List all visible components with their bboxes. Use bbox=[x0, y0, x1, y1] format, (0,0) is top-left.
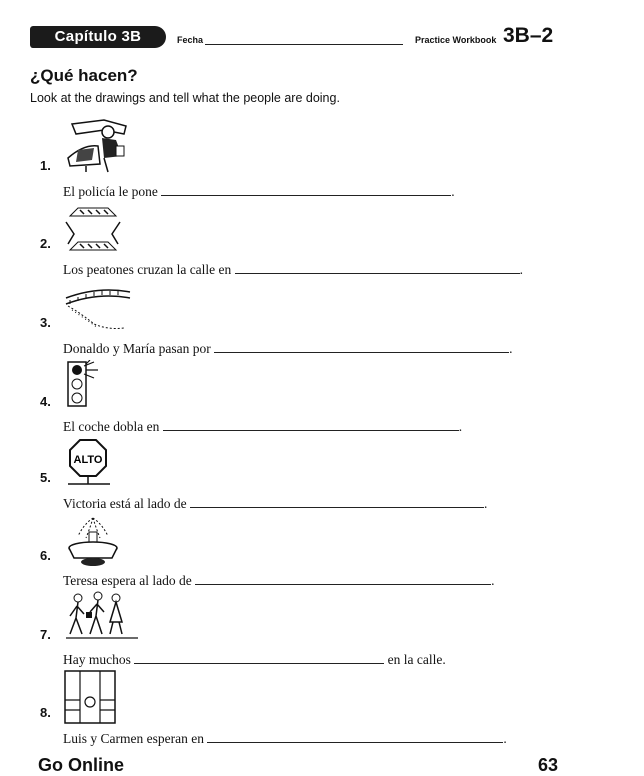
question-5-end: . bbox=[484, 496, 488, 511]
question-8 bbox=[63, 730, 507, 747]
question-7 bbox=[63, 651, 446, 668]
section-title: ¿Qué hacen? bbox=[30, 66, 138, 85]
answer-blank-2[interactable] bbox=[235, 261, 520, 274]
item-number-1: 1. bbox=[40, 158, 51, 173]
go-online-logo: Go Online bbox=[38, 755, 125, 775]
question-1 bbox=[63, 183, 455, 200]
bridge-icon bbox=[64, 284, 132, 332]
answer-blank-4[interactable] bbox=[163, 418, 459, 431]
question-1-end: . bbox=[451, 184, 455, 199]
item-number-6: 6. bbox=[40, 548, 51, 563]
item-number-5: 5. bbox=[40, 470, 51, 485]
item-number-3: 3. bbox=[40, 315, 51, 330]
page-number: 63 bbox=[538, 755, 559, 775]
question-4-end: . bbox=[458, 419, 463, 434]
workbook-label: Practice Workbook bbox=[415, 35, 497, 45]
item-number-7: 7. bbox=[40, 627, 51, 642]
answer-blank-6[interactable] bbox=[195, 572, 491, 585]
question-5-text: Victoria está al lado de bbox=[63, 496, 187, 511]
chapter-tab: Capítulo 3B bbox=[30, 26, 166, 48]
instructions: Look at the drawings and tell what the people are doing. bbox=[30, 91, 340, 105]
question-4 bbox=[63, 418, 462, 435]
crosswalk-icon bbox=[64, 204, 122, 254]
question-2 bbox=[63, 261, 523, 278]
question-3 bbox=[63, 340, 512, 357]
answer-blank-1[interactable] bbox=[161, 183, 451, 196]
answer-blank-7[interactable] bbox=[134, 651, 384, 664]
police-officer-icon bbox=[64, 116, 130, 174]
question-1-text: El policía le pone bbox=[63, 184, 158, 199]
question-2-end: . bbox=[519, 262, 524, 277]
question-8-end: . bbox=[503, 731, 507, 746]
question-7-end: en la calle. bbox=[387, 652, 446, 667]
stop-sign-icon bbox=[64, 438, 114, 486]
item-number-4: 4. bbox=[40, 394, 51, 409]
question-8-text: Luis y Carmen esperan en bbox=[63, 731, 204, 746]
traffic-light-icon bbox=[64, 360, 104, 408]
fountain-icon bbox=[64, 514, 122, 568]
fecha-line[interactable] bbox=[205, 44, 403, 45]
question-4-text: El coche dobla en bbox=[63, 419, 160, 434]
question-5 bbox=[63, 495, 487, 512]
pedestrians-icon bbox=[64, 590, 140, 642]
fecha-label: Fecha bbox=[177, 35, 204, 45]
answer-blank-5[interactable] bbox=[190, 495, 484, 508]
question-3-end: . bbox=[509, 341, 513, 356]
workbook-number: 3B–2 bbox=[503, 24, 554, 47]
question-7-text: Hay muchos bbox=[63, 652, 131, 667]
question-3-text: Donaldo y María pasan por bbox=[63, 341, 211, 356]
answer-blank-3[interactable] bbox=[214, 340, 509, 353]
intersection-icon bbox=[64, 670, 116, 724]
answer-blank-8[interactable] bbox=[207, 730, 503, 743]
question-6-end: . bbox=[491, 573, 495, 588]
question-6-text: Teresa espera al lado de bbox=[63, 573, 192, 588]
question-2-text: Los peatones cruzan la calle en bbox=[63, 262, 232, 277]
question-6 bbox=[63, 572, 494, 589]
item-number-8: 8. bbox=[40, 705, 51, 720]
stop-sign-text: ALTO bbox=[73, 454, 103, 466]
item-number-2: 2. bbox=[40, 236, 51, 251]
